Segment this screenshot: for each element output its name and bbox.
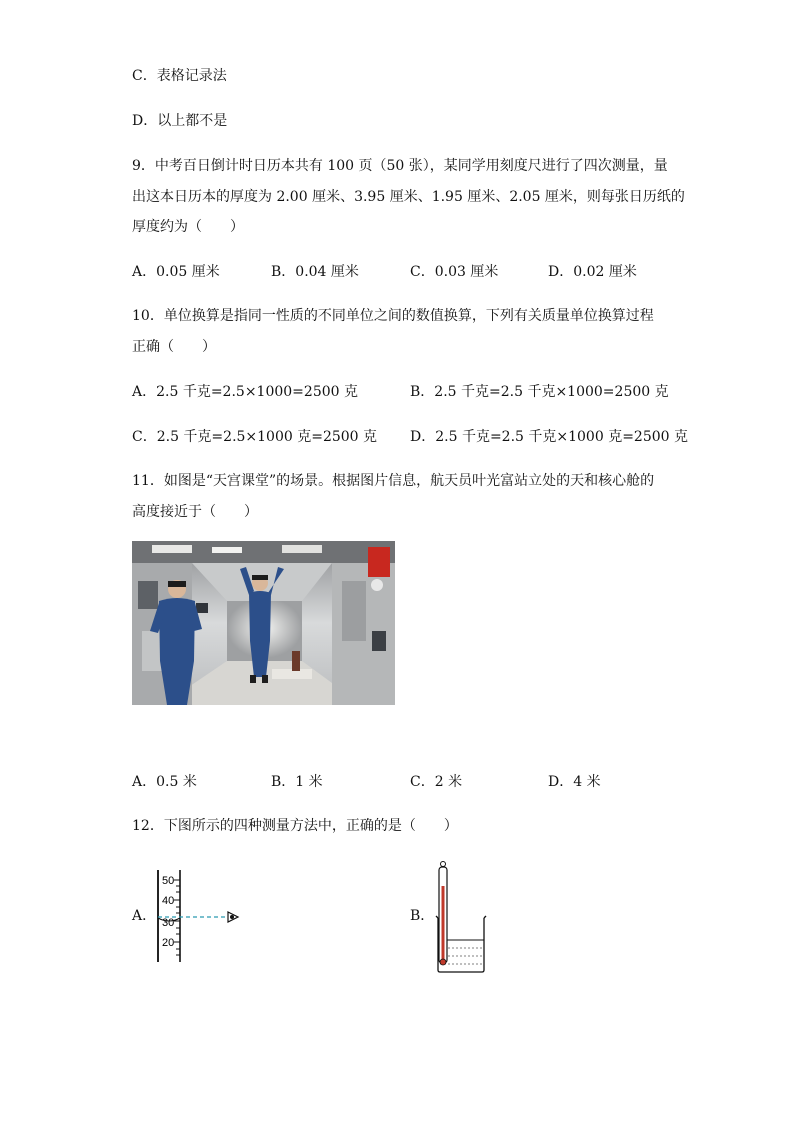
q11-option-d: D．4 米 bbox=[548, 774, 601, 790]
q10-stem-line-2: 正确（ ） bbox=[132, 339, 216, 355]
q11-option-a: A．0.5 米 bbox=[132, 774, 197, 790]
q11-option-b: B．1 米 bbox=[271, 774, 323, 790]
q11-stem-line-1: 11．如图是“天宫课堂”的场景。根据图片信息，航天员叶光富站立处的天和核心舱的 bbox=[132, 473, 655, 489]
q12-figure-a-label: A． bbox=[132, 908, 157, 924]
tick-label-30: 30 bbox=[162, 917, 175, 929]
tiangong-classroom-photo bbox=[132, 541, 395, 705]
q8-option-c: C．表格记录法 bbox=[132, 68, 227, 84]
q9-option-a: A．0.05 厘米 bbox=[132, 264, 220, 280]
q10-option-c: C．2.5 千克=2.5×1000 克=2500 克 bbox=[132, 429, 378, 445]
q12-figure-b-label: B． bbox=[410, 908, 435, 924]
q9-option-b: B．0.04 厘米 bbox=[271, 264, 359, 280]
q12-figure-b-thermometer-beaker bbox=[428, 858, 492, 980]
q9-stem-line-2: 出这本日历本的厚度为 2.00 厘米、3.95 厘米、1.95 厘米、2.05 厘米，则每张日历纸的 bbox=[132, 189, 685, 205]
q9-option-c: C．0.03 厘米 bbox=[410, 264, 499, 280]
q12-figure-a-graduated-cylinder bbox=[150, 866, 245, 970]
tick-label-40: 40 bbox=[162, 895, 175, 907]
q10-option-d: D．2.5 千克=2.5 千克×1000 克=2500 克 bbox=[410, 429, 689, 445]
q9-option-d: D．0.02 厘米 bbox=[548, 264, 637, 280]
tick-label-20: 20 bbox=[162, 937, 175, 949]
q8-option-d: D．以上都不是 bbox=[132, 113, 228, 129]
q10-stem-line-1: 10．单位换算是指同一性质的不同单位之间的数值换算，下列有关质量单位换算过程 bbox=[132, 308, 654, 324]
q11-option-c: C．2 米 bbox=[410, 774, 463, 790]
q10-option-b: B．2.5 千克=2.5 千克×1000=2500 克 bbox=[410, 384, 669, 400]
q11-stem-line-2: 高度接近于（ ） bbox=[132, 504, 258, 520]
q10-option-a: A．2.5 千克=2.5×1000=2500 克 bbox=[132, 384, 358, 400]
q12-stem: 12．下图所示的四种测量方法中，正确的是（ ） bbox=[132, 818, 458, 834]
q9-stem-line-3: 厚度约为（ ） bbox=[132, 219, 244, 235]
q9-stem-line-1: 9．中考百日倒计时日历本共有 100 页（50 张），某同学用刻度尺进行了四次测量，量 bbox=[132, 158, 668, 174]
tick-label-50: 50 bbox=[162, 875, 175, 887]
